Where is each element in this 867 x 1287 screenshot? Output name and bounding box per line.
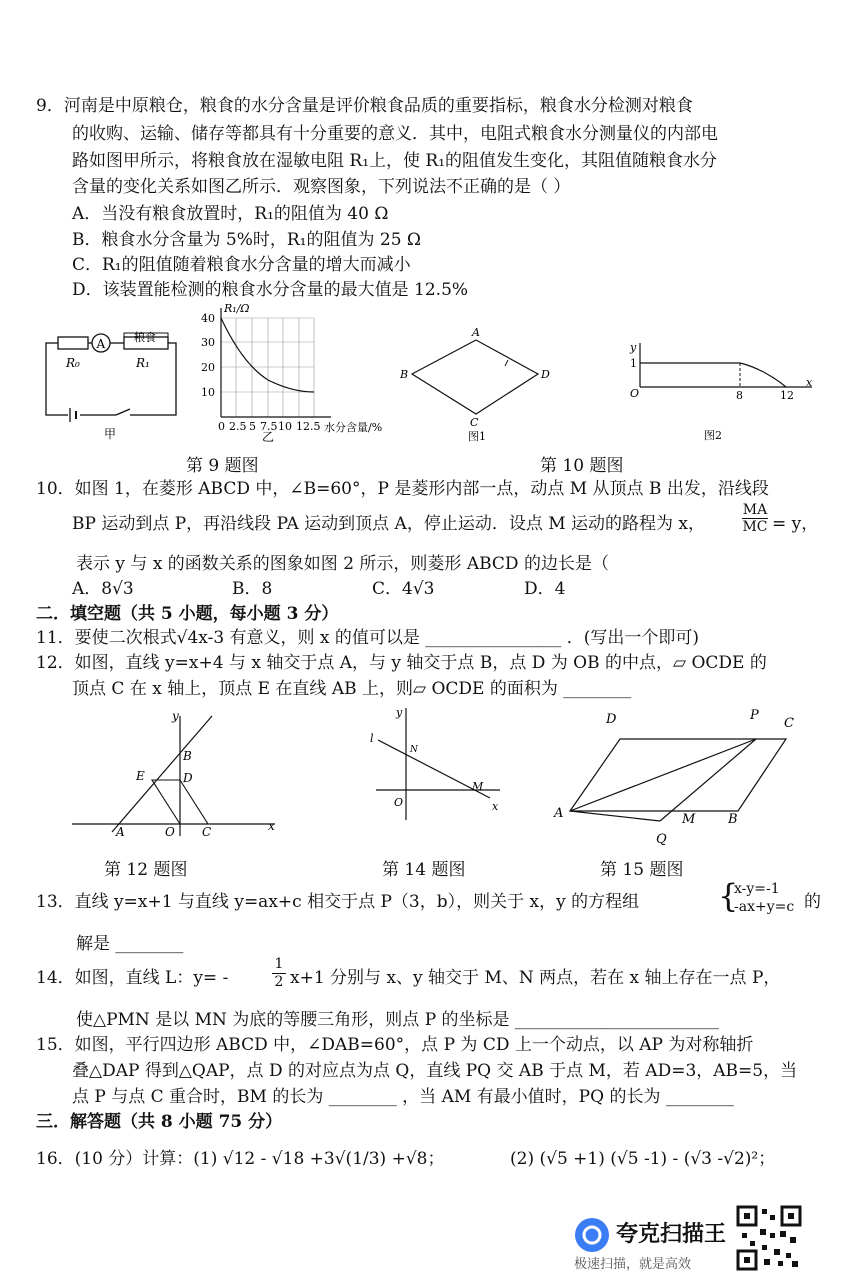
caption-fig14: 第 14 题图 [382, 860, 466, 880]
figure-2-label: 图2 [704, 429, 722, 442]
origin-label: O [165, 825, 175, 839]
system-brace: { [718, 877, 739, 915]
resistor-r0 [58, 337, 88, 349]
graph-x-label: 水分含量/% [324, 421, 383, 434]
q16-part-1: 16．(10 分）计算：(1) √12 - √18 +3√(1/3) +√8； [36, 1149, 445, 1169]
xtick: 12.5 [296, 420, 321, 433]
section-3-heading: 三．解答题（共 8 小题 75 分） [36, 1112, 283, 1132]
xtick: 2.5 [229, 420, 247, 433]
q10-option-d: D．4 [524, 579, 566, 599]
q9-option-a: A．当没有粮食放置时，R₁的阻值为 40 Ω [72, 204, 389, 224]
point-label: B [183, 749, 192, 763]
q10-fraction [742, 502, 768, 535]
line-label: l [370, 732, 374, 745]
resistance-curve [221, 318, 314, 392]
point-label: M [472, 780, 484, 793]
q14-fraction [272, 956, 286, 991]
q15-line-3: 点 P 与点 C 重合时，BM 的长为 ________ ，当 AM 有最小值时，PQ 的长为 ________ [72, 1087, 734, 1107]
section-2-heading: 二．填空题（共 5 小题，每小题 3 分） [36, 604, 339, 624]
q13-line-2: 解是 ________ [76, 934, 184, 954]
brand-name: 夸克扫描王 [616, 1222, 727, 1247]
q10-line-2b: = y， [772, 514, 819, 534]
ytick: 40 [201, 312, 215, 325]
circuit-label: 甲 [104, 427, 117, 441]
x-axis-label: x [806, 376, 813, 389]
y-axis-label: y [172, 709, 179, 723]
caption-fig10: 第 10 题图 [540, 456, 624, 476]
origin-label: O [394, 796, 404, 809]
fraction-denominator: 2 [274, 974, 284, 990]
point-label: N [410, 745, 418, 755]
q9-line-3: 路如图甲所示，将粮食放在湿敏电阻 R₁上，使 R₁的阻值发生变化，其阻值随粮食水分 [72, 151, 718, 171]
vertex-label: B [400, 368, 409, 381]
q14-line-1a: 14．如图，直线 L：y= - [36, 968, 229, 988]
point-label: E [136, 769, 145, 783]
point-label: C [784, 716, 794, 731]
point-label: Q [656, 832, 667, 845]
x-axis-label: x [492, 800, 499, 813]
q16-part-2: (2) (√5 +1) (√5 -1) - (√3 -√2)²； [510, 1149, 776, 1169]
xtick: 0 [218, 420, 225, 433]
origin-label: O [630, 387, 640, 400]
fraction-numerator: 1 [272, 956, 286, 974]
caption-fig12: 第 12 题图 [104, 860, 188, 880]
ytick: 1 [630, 357, 637, 370]
q15-line-2: 叠△DAP 得到△QAP，点 D 的对应点为点 Q，直线 PQ 交 AB 于点 M，若 AD=3，AB=5，当 [72, 1061, 798, 1081]
circuit-diagram [40, 325, 190, 443]
r0-label: R₀ [66, 356, 80, 370]
qr-code-icon [736, 1205, 802, 1271]
ytick: 20 [201, 361, 215, 374]
equation-1: x-y=-1 [734, 881, 780, 897]
rhombus-figure [398, 322, 558, 442]
xtick: 12 [780, 389, 794, 402]
fraction-numerator: MA [742, 502, 768, 518]
brand-slogan: 极速扫描，就是高效 [574, 1257, 692, 1272]
q14-line-2: 使△PMN 是以 MN 为底的等腰三角形，则点 P 的坐标是 ________________________ [76, 1010, 719, 1030]
fig12-diagram [70, 708, 290, 848]
q12-line-1: 12．如图，直线 y=x+4 与 x 轴交于点 A，与 y 轴交于点 B，点 D 为 OB 的中点，▱ OCDE 的 [36, 653, 767, 673]
figure-1-label: 图1 [468, 430, 486, 442]
fig15-diagram [548, 703, 810, 845]
ytick: 30 [201, 336, 215, 349]
vertex-label: D [541, 368, 550, 381]
ammeter-label: A [96, 337, 106, 351]
equation-2: -ax+y=c [734, 899, 795, 915]
xtick: 10 [278, 420, 292, 433]
x-axis-label: x [268, 819, 275, 833]
y-axis-label: y [630, 341, 637, 354]
q13-de: 的 [804, 892, 821, 912]
point-label: A [554, 806, 564, 821]
xtick: 7.5 [260, 420, 278, 433]
equation-system [734, 880, 794, 916]
q10-option-a: A．8√3 [72, 579, 134, 599]
q12-line-2: 顶点 C 在 x 轴上，顶点 E 在直线 AB 上，则▱ OCDE 的面积为 ________ [72, 679, 632, 699]
point-label: M [682, 812, 696, 827]
q14-line-1b: x+1 分别与 x、y 轴交于 M、N 两点，若在 x 轴上存在一点 P， [290, 968, 781, 988]
scanner-logo-icon [572, 1215, 612, 1255]
caption-fig15: 第 15 题图 [600, 860, 684, 880]
graph-label: 乙 [262, 430, 275, 442]
y-axis-label: y [396, 706, 403, 719]
q10-option-c: C．4√3 [372, 579, 435, 599]
point-label: P [750, 708, 759, 723]
line-ab [112, 716, 212, 832]
q9-option-b: B．粮食水分含量为 5%时，R₁的阻值为 25 Ω [72, 230, 422, 250]
q10-option-b: B．8 [232, 579, 273, 599]
point-label: D [183, 771, 193, 785]
fig14-diagram [366, 704, 506, 824]
q9-line-4: 含量的变化关系如图乙所示．观察图象，下列说法不正确的是（ ） [72, 177, 571, 197]
grain-label: 粮食 [134, 331, 156, 344]
vertex-label: C [470, 416, 479, 429]
q13-line-1: 13．直线 y=x+1 与直线 y=ax+c 相交于点 P（3，b），则关于 x，y 的方程组 [36, 892, 640, 912]
ytick: 10 [201, 386, 215, 399]
q9-line-1: 9．河南是中原粮仓，粮食的水分含量是评价粮食品质的重要指标，粮食水分检测对粮食 [36, 96, 693, 116]
point-label: C [202, 825, 212, 839]
point-label: A [116, 825, 125, 839]
point-label: B [728, 812, 738, 827]
q9-option-d: D．该装置能检测的粮食水分含量的最大值是 12.5% [72, 280, 469, 300]
vertex-label: A [472, 326, 480, 339]
graph-y-label: R₁/Ω [224, 302, 250, 315]
q10-line-1: 10．如图 1，在菱形 ABCD 中，∠B=60°，P 是菱形内部一点，动点 M 从顶点 B 出发，沿线段 [36, 479, 769, 499]
q9-line-2: 的收购、运输、储存等都具有十分重要的意义．其中，电阻式粮食水分测量仪的内部电 [72, 124, 718, 144]
q11-line: 11．要使二次根式√4x-3 有意义，则 x 的值可以是 ________________ ．(写出一个即可) [36, 628, 699, 648]
xtick: 8 [736, 389, 743, 402]
function-graph [622, 335, 818, 445]
resistance-graph [196, 300, 396, 442]
q10-line-3: 表示 y 与 x 的函数关系的图象如图 2 所示，则菱形 ABCD 的边长是（ [76, 554, 609, 574]
point-label: D [606, 712, 617, 727]
r1-label: R₁ [136, 356, 150, 370]
fraction-denominator: MC [742, 519, 768, 535]
q9-option-c: C．R₁的阻值随着粮食水分含量的增大而减小 [72, 255, 411, 275]
caption-fig9: 第 9 题图 [186, 456, 259, 476]
q15-line-1: 15．如图，平行四边形 ABCD 中，∠DAB=60°，点 P 为 CD 上一个动点，以 AP 为对称轴折 [36, 1035, 754, 1055]
q10-line-2: BP 运动到点 P，再沿线段 PA 运动到顶点 A，停止运动．设点 M 运动的路程为 x， [72, 514, 706, 534]
xtick: 5 [249, 420, 256, 433]
